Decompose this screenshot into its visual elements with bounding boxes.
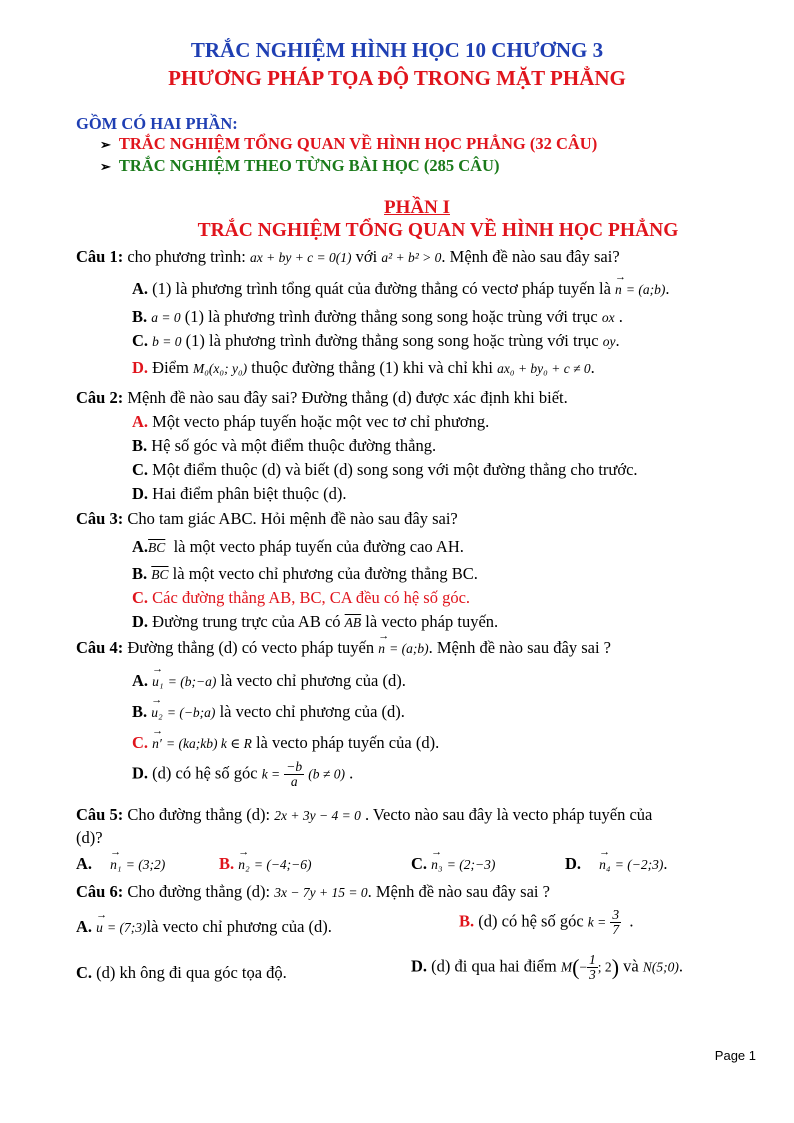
part-title: TRẮC NGHIỆM TỔNG QUAN VỀ HÌNH HỌC PHẲNG: [197, 220, 679, 241]
q5-stem: Câu 5: Cho đường thẳng (d): 2x + 3y − 4 = 0 . Vecto nào sau đây là vecto pháp tuyến của: [76, 805, 653, 824]
q2-stem: Câu 2: Mệnh đề nào sau đây sai? Đường thẳng (d) được xác định khi biết.: [76, 388, 568, 407]
q2-option-c: C. Một điểm thuộc (d) và biết (d) song song với một đường thẳng cho trước.: [132, 460, 638, 479]
page-number: Page 1: [714, 1048, 756, 1063]
arrow-bullet-icon: ➢: [100, 159, 111, 174]
q6-option-b: B. (d) có hệ số góc k = $\frac{3}{7}$ .: [459, 907, 634, 938]
part-label: PHẦN I: [384, 197, 450, 218]
intro-heading: GỒM CÓ HAI PHẦN:: [76, 114, 238, 133]
q6-fraction-b: $\frac{3}{7}$: [612, 907, 620, 938]
q3-option-b: B. $\overline{BC}$ là một vecto chỉ phương của đường thẳng BC.: [132, 564, 478, 583]
q2-option-a: A. Một vecto pháp tuyến hoặc một vec tơ chỉ phương.: [132, 412, 490, 431]
q1-stem: Câu 1: cho phương trình: ax + by + c = 0(1) với a² + b² > 0. Mệnh đề nào sau đây sai?: [76, 247, 620, 266]
q4-option-a: A. → u₁ = (b;−a) là vecto chỉ phương của (d).: [132, 671, 406, 691]
q4-option-d: D. (d) có hệ số góc k = $\frac{-b}{a}$ (b ≠ 0) .: [132, 759, 354, 790]
q5-option-a: A. → n₁ = (3;2): [76, 854, 165, 874]
q3-option-d: D. Đường trung trực của AB có $\overline{AB}$ là vecto pháp tuyến.: [132, 612, 499, 631]
intro-bullet-1: [100, 134, 597, 154]
q5-option-b: B. → n₂ = (−4;−6): [219, 854, 312, 874]
q4-option-b: B. → u₂ = (−b;a) là vecto chỉ phương của (d).: [132, 702, 405, 722]
q1-option-c: C. b = 0 (1) là phương trình đường thẳng song song hoặc trùng với trục oy.: [132, 331, 620, 350]
q3-stem: Câu 3: Cho tam giác ABC. Hỏi mệnh đề nào sau đây sai?: [76, 509, 458, 528]
q6-stem: Câu 6: Cho đường thẳng (d): 3x − 7y + 15 = 0. Mệnh đề nào sau đây sai ?: [76, 882, 550, 901]
q4-option-c: C. → n′ = (ka;kb) k ∈ R là vecto pháp tuyến của (d).: [132, 733, 439, 753]
q6-fraction-d: $\frac{1}{3}$: [589, 952, 596, 983]
q3-option-a: $A.\overline{BC}$ là một vecto pháp tuyến của đường cao AH.: [132, 537, 464, 556]
q6-option-a: A. → u = (7;3)là vecto chỉ phương của (d).: [76, 917, 332, 937]
q1-option-a: A. (1) là phương trình tổng quát của đường thẳng có vectơ pháp tuyến là → n = (a;b).: [132, 279, 670, 299]
q3-option-c: C. Các đường thẳng AB, BC, CA đều có hệ số góc.: [132, 588, 471, 607]
intro-bullet-2-text: TRẮC NGHIỆM THEO TỪNG BÀI HỌC (285 CÂU): [118, 156, 500, 175]
q4-fraction: $\frac{-b}{a}$: [286, 759, 303, 790]
arrow-bullet-icon: ➢: [100, 137, 111, 152]
intro-bullet-2: [100, 156, 499, 176]
q1-option-d: D. Điểm M₀(x₀; y₀) thuộc đường thẳng (1) khi và chỉ khi ax₀ + by₀ + c ≠ 0.: [132, 358, 595, 377]
q5-option-c: C. → n₃ = (2;−3): [411, 854, 495, 874]
intro-bullet-1-text: TRẮC NGHIỆM TỔNG QUAN VỀ HÌNH HỌC PHẲNG (32 CÂU): [118, 134, 598, 153]
q5-stem-continued: (d)?: [76, 828, 103, 847]
q5-option-d: D. → n₄ = (−2;3).: [565, 854, 667, 874]
q2-option-d: D. Hai điểm phân biệt thuộc (d).: [132, 484, 347, 503]
doc-title-line1: TRẮC NGHIỆM HÌNH HỌC 10 CHƯƠNG 3: [190, 38, 604, 62]
q6-option-c: C. (d) kh ông đi qua góc tọa độ.: [76, 963, 287, 982]
q6-option-d: D. (d) đi qua hai điểm M(− $\frac{1}{3}$ ; 2) và N(5;0).: [411, 952, 683, 983]
q1-option-b: B. a = 0 (1) là phương trình đường thẳng song song hoặc trùng với trục ox .: [132, 307, 623, 326]
q2-option-b: B. Hệ số góc và một điểm thuộc đường thẳng.: [132, 436, 437, 455]
q4-stem: Câu 4: Đường thẳng (d) có vecto pháp tuyến → n = (a;b). Mệnh đề nào sau đây sai ?: [76, 638, 611, 658]
doc-title-line2: PHƯƠNG PHÁP TỌA ĐỘ TRONG MẶT PHẲNG: [168, 66, 626, 90]
